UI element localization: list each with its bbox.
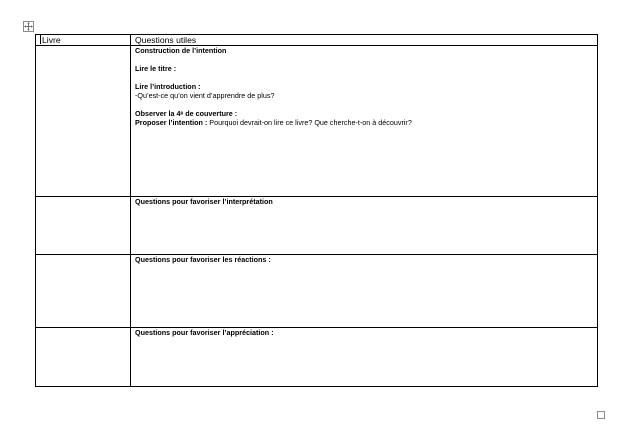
table-resize-handle-icon[interactable] [597,411,605,419]
table-header-row [36,35,598,46]
questions-cell-intention[interactable] [131,46,598,197]
intro-question: -Qu’est-ce qu’on vient d’apprendre de plus? [135,91,275,100]
book-cell[interactable] [36,197,131,255]
move-arrows-icon [24,22,33,31]
intro-label: Lire l’introduction : [135,82,201,91]
section-heading: Questions pour favoriser l’appréciation : [135,328,274,337]
questions-table [35,34,598,387]
questions-cell-reactions[interactable] [131,255,598,328]
header-cell-questions[interactable] [131,35,598,46]
book-cell[interactable] [36,255,131,328]
intention-text: Pourquoi devrait-on lire ce livre? Que cherche-t-on à découvrir? [207,118,412,127]
header-cell-livre[interactable] [36,35,131,46]
questions-cell-appreciation[interactable] [131,328,598,387]
intention-label: Proposer l’intention : [135,118,208,127]
table-row [36,197,598,255]
section-heading: Questions pour favoriser l’interprétation [135,197,273,206]
table-row [36,328,598,387]
text-cursor [40,35,41,44]
table-row [36,46,598,197]
section-heading: Construction de l’intention [135,46,227,55]
section-heading: Questions pour favoriser les réactions : [135,255,271,264]
header-questions-label: Questions utiles [135,35,197,45]
book-cell[interactable] [36,46,131,197]
questions-cell-interpretation[interactable] [131,197,598,255]
titre-label: Lire le titre : [135,64,177,73]
table-row [36,255,598,328]
header-livre-label: Livre [42,35,61,45]
table-move-handle-icon[interactable] [23,21,34,32]
book-cell[interactable] [36,328,131,387]
couverture-label: Observer la 4ᵉ de couverture : [135,109,238,118]
